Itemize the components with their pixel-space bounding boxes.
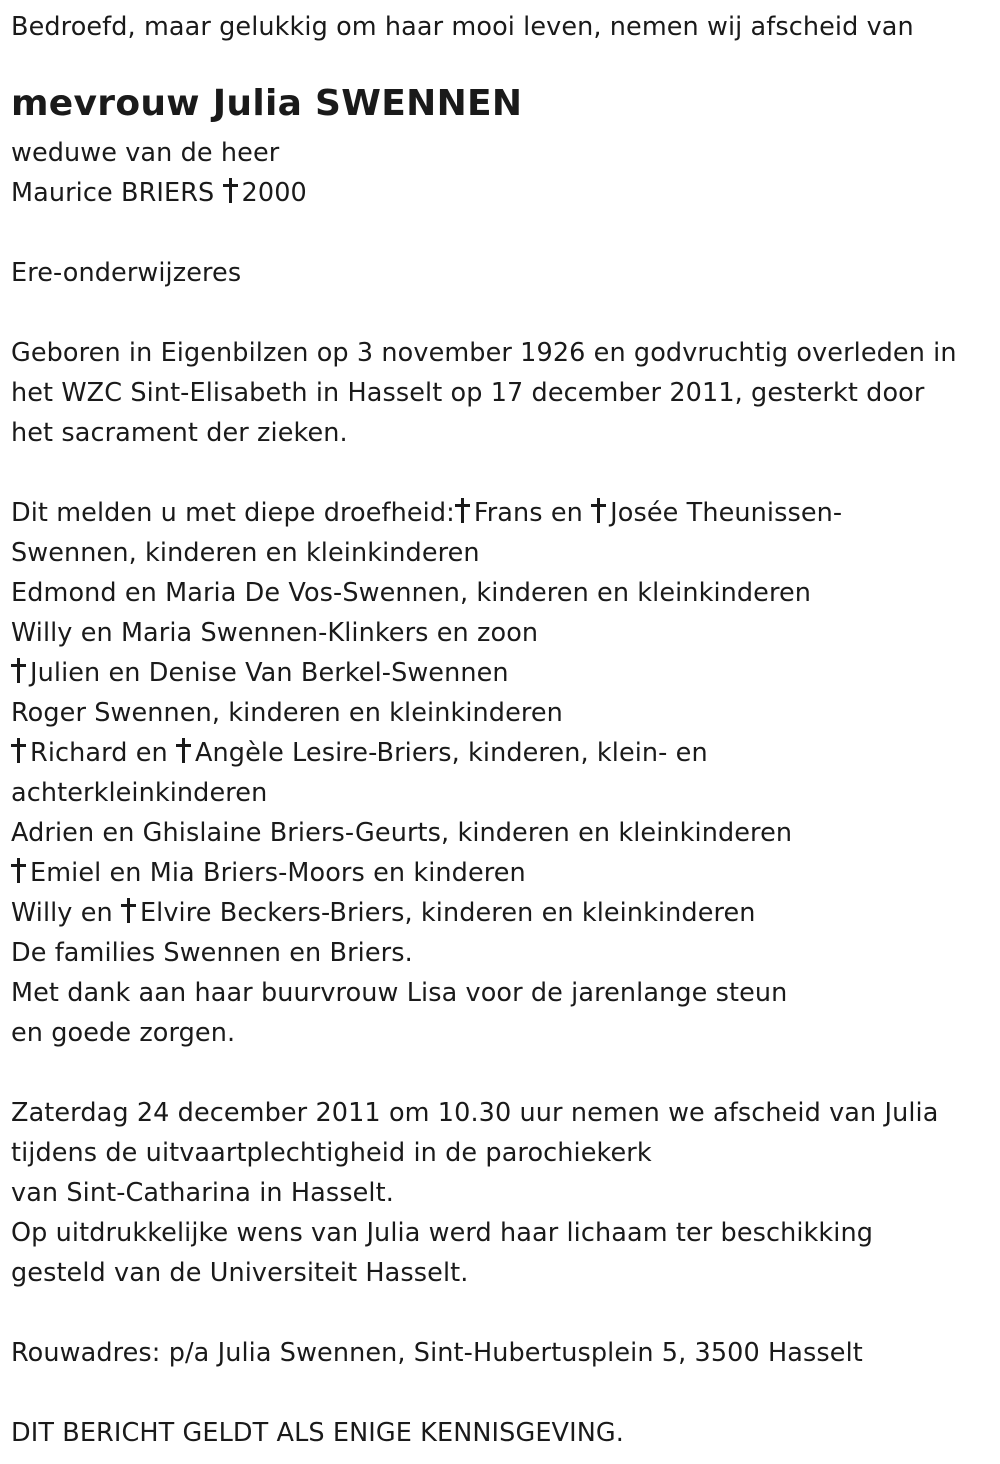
family-line: [11, 893, 991, 933]
family-line: [11, 853, 991, 893]
spacer: [11, 1373, 991, 1413]
ceremony-line: tijdens de uitvaartplechtigheid in de parochiekerk: [11, 1138, 652, 1168]
mourning-address: Rouwadres: p/a Julia Swennen, Sint-Hubertusplein 5, 3500 Hasselt: [11, 1338, 863, 1368]
family-line: [11, 733, 991, 773]
husband-death-year: 2000: [241, 178, 307, 208]
latin-cross-icon: [223, 178, 238, 204]
family-member-text: Angèle Lesire-Briers, kinderen, klein- en: [195, 738, 708, 768]
family-member-text: Emiel en Mia Briers-Moors en kinderen: [30, 858, 526, 888]
spacer: [11, 213, 991, 253]
family-member-text: Frans en: [473, 498, 592, 528]
family-line: Edmond en Maria De Vos-Swennen, kinderen en kleinkinderen: [11, 578, 812, 608]
born-died-line: Geboren in Eigenbilzen op 3 november 1926 en godvruchtig overleden in: [11, 338, 957, 368]
husband-line: [11, 173, 991, 213]
ceremony-line: van Sint-Catharina in Hasselt.: [11, 1178, 394, 1208]
spacer: [11, 1053, 991, 1093]
latin-cross-icon: [121, 898, 136, 924]
family-line: Roger Swennen, kinderen en kleinkinderen: [11, 698, 563, 728]
family-member-text: Julien en Denise Van Berkel-Swennen: [30, 658, 509, 688]
born-died-line: het sacrament der zieken.: [11, 418, 348, 448]
family-member-text: Willy en: [11, 898, 121, 928]
family-member-text: Josée Theunissen-: [610, 498, 843, 528]
born-died-line: het WZC Sint-Elisabeth in Hasselt op 17 december 2011, gesterkt door: [11, 378, 925, 408]
spacer: [11, 453, 991, 493]
latin-cross-icon: [11, 738, 26, 764]
ceremony-line: gesteld van de Universiteit Hasselt.: [11, 1258, 469, 1288]
family-line: De families Swennen en Briers.: [11, 938, 413, 968]
family-line: [11, 493, 991, 533]
family-line: [11, 653, 991, 693]
deceased-name: mevrouw Julia SWENNEN: [11, 83, 523, 124]
sole-notice-text: DIT BERICHT GELDT ALS ENIGE KENNISGEVING.: [11, 1418, 624, 1448]
widow-of-text: weduwe van de heer: [11, 138, 280, 168]
latin-cross-icon: [11, 658, 26, 684]
spacer: [11, 293, 991, 333]
latin-cross-icon: [11, 858, 26, 884]
family-member-text: Richard en: [30, 738, 176, 768]
family-line: Swennen, kinderen en kleinkinderen: [11, 538, 480, 568]
family-line: Adrien en Ghislaine Briers-Geurts, kinderen en kleinkinderen: [11, 818, 793, 848]
family-line: achterkleinkinderen: [11, 778, 268, 808]
ceremony-line: Op uitdrukkelijke wens van Julia werd haar lichaam ter beschikking: [11, 1218, 874, 1248]
intro-text: Bedroefd, maar gelukkig om haar mooi leven, nemen wij afscheid van: [11, 12, 914, 42]
husband-name: Maurice BRIERS: [11, 178, 215, 208]
death-notice: [11, 7, 991, 1453]
profession-text: Ere-onderwijzeres: [11, 258, 242, 288]
family-member-text: Elvire Beckers-Briers, kinderen en kleinkinderen: [139, 898, 756, 928]
latin-cross-icon: [455, 498, 470, 524]
latin-cross-icon: [591, 498, 606, 524]
thanks-line: en goede zorgen.: [11, 1018, 236, 1048]
announce-text: Dit melden u met diepe droefheid:: [11, 498, 455, 528]
latin-cross-icon: [176, 738, 191, 764]
thanks-line: Met dank aan haar buurvrouw Lisa voor de jarenlange steun: [11, 978, 788, 1008]
family-line: Willy en Maria Swennen-Klinkers en zoon: [11, 618, 539, 648]
ceremony-line: Zaterdag 24 december 2011 om 10.30 uur nemen we afscheid van Julia: [11, 1098, 939, 1128]
spacer: [11, 1293, 991, 1333]
